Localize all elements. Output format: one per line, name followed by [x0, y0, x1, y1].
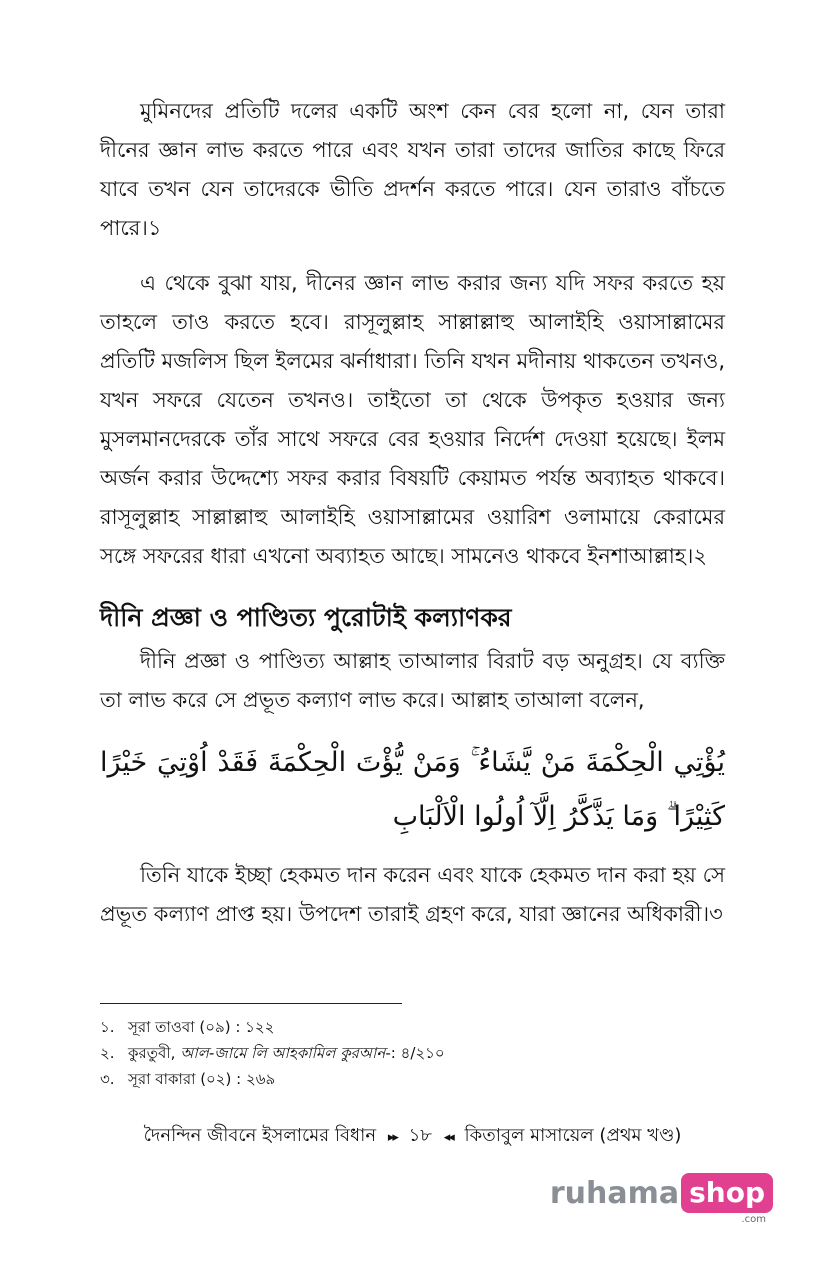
footnote-3	[100, 1066, 725, 1092]
paragraph-2: এ থেকে বুঝা যায়, দীনের জ্ঞান লাভ করার জন্য যদি সফর করতে হয় তাহলে তাও করতে হবে। রাসূলুল্লাহ সাল্লাল্লাহু আলাইহি ওয়াসাল্লামের প্রতিটি মজলিস ছিল ইলমের ঝর্নাধারা। তিনি যখন মদীনায় থাকতেন তখনও, যখন সফরে যেতেন তখনও। তাইতো তা থেকে উপকৃত হওয়ার জন্য মুসলমানদেরকে তাঁর সাথে সফরে বের হওয়ার নির্দেশ দেওয়া হয়েছে। ইলম অর্জন করার উদ্দেশ্যে সফর করার বিষয়টি কেয়ামত পর্যন্ত অব্যাহত থাকবে। রাসূলুল্লাহ সাল্লাল্লাহু আলাইহি ওয়াসাল্লামের ওয়ারিশ ওলামায়ে কেরামের সঙ্গে সফরের ধারা এখনো অব্যাহত আছে। সামনেও থাকবে ইনশাআল্লাহ।২	[100, 271, 725, 568]
arrow-left-icon: ◂◂	[443, 1130, 453, 1145]
logo-shop-box	[681, 1173, 773, 1225]
footnote-1	[100, 1014, 725, 1040]
footnote-reference: -: ৪/২১০	[385, 1044, 445, 1062]
footnote-text	[128, 1040, 445, 1066]
section-intro: দীনি প্রজ্ঞা ও পাণ্ডিত্য আল্লাহ তাআলার বিরাট বড় অনুগ্রহ। যে ব্যক্তি তা লাভ করে সে প্রভূত কল্যাণ লাভ করে। আল্লাহ তাআলা বলেন,	[100, 649, 725, 712]
arabic-verse: يُؤْتِي الْحِكْمَةَ مَنْ يَّشَاءُ ۚ وَمَنْ يُّؤْتَ الْحِكْمَةَ فَقَدْ اُوْتِيَ خَيْرًا كَثِيْرًا ۗ وَمَا يَذَّكَّرُ اِلَّآ اُولُوا الْاَلْبَابِ	[100, 747, 725, 832]
footnote-number: ৩.	[100, 1070, 115, 1088]
footnote-2	[100, 1040, 725, 1066]
logo-text-ruhama: ruhama	[549, 1175, 680, 1211]
ruhamashop-logo	[549, 1173, 773, 1225]
footnote-text: সূরা বাকারা (০২) : ২৬৯	[128, 1070, 276, 1088]
footnote-divider	[100, 1003, 402, 1004]
section-heading: দীনি প্রজ্ঞা ও পাণ্ডিত্য পুরোটাই কল্যাণকর	[100, 603, 512, 632]
footnote-number: ২.	[100, 1044, 115, 1062]
footnotes	[100, 1014, 725, 1092]
logo-text-dotcom: .com	[741, 1214, 766, 1225]
arrow-right-icon: ▸▸	[387, 1130, 397, 1145]
footnote-book-title: আল-জামে লি আহকামিল কুরআন	[180, 1044, 386, 1062]
page-number: ১৮	[408, 1125, 432, 1146]
running-footer	[0, 1121, 825, 1152]
footnote-text: সূরা তাওবা (০৯) : ১২২	[128, 1018, 275, 1036]
paragraph-1: মুমিনদের প্রতিটি দলের একটি অংশ কেন বের হলো না, যেন তারা দীনের জ্ঞান লাভ করতে পারে এবং যখন তারা তাদের জাতির কাছে ফিরে যাবে তখন যেন তাদেরকে ভীতি প্রদর্শন করতে পারে। যেন তারাও বাঁচতে পারে।১	[100, 99, 725, 240]
footnote-author: কুরতুবী,	[128, 1044, 181, 1062]
verse-translation: তিনি যাকে ইচ্ছা হেকমত দান করেন এবং যাকে হেকমত দান করা হয় সে প্রভূত কল্যাণ প্রাপ্ত হয়। উপদেশ তারাই গ্রহণ করে, যারা জ্ঞানের অধিকারী।৩	[100, 863, 725, 926]
logo-text-shop: shop	[689, 1176, 765, 1209]
page-body	[100, 92, 725, 950]
book-title: দৈনন্দিন জীবনে ইসলামের বিধান	[143, 1125, 377, 1146]
chapter-title: কিতাবুল মাসায়েল (প্রথম খণ্ড)	[464, 1125, 682, 1146]
footnote-number: ১.	[100, 1018, 115, 1036]
